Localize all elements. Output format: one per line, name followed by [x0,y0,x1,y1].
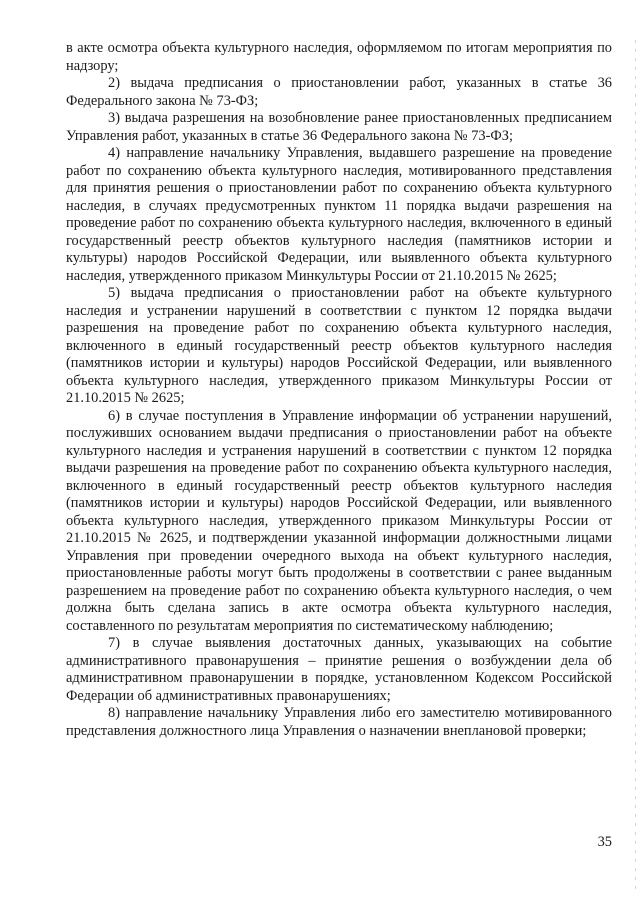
paragraph: 6) в случае поступления в Управление информации об устранении нарушений, послуживших основанием выдачи предписания о приостановлении работ на объекте культурного наследия и устранения нарушений в соответствии с пунктом 12 порядка выдачи разрешения на проведение работ по сохранению объекта культурного наследия, включенного в единый государственный реестр объектов культурного наследия (памятников истории и культуры) народов Российской Федерации, или выявленного объекта культурного наследия, утвержденного приказом Минкультуры России от 21.10.2015 № 2625, и подтверждении указанной информации должностными лицами Управления при проведении очередного выхода на объект культурного наследия, приостановленные работы могут быть продолжены в соответствии с ранее выданным разрешением на проведение работ по сохранению объекта культурного наследия, о чем должна быть сделана запись в акте осмотра объекта культурного наследия, составленного по результатам мероприятия по систематическому наблюдению; [66,407,612,634]
paragraph: 7) в случае выявления достаточных данных, указывающих на событие административного правонарушения – принятие решения о возбуждении дела об административном правонарушении в порядке, установленном Кодексом Российской Федерации об административных правонарушениях; [66,635,612,704]
paragraph: 8) направление начальнику Управления либо его заместителю мотивированного представления должностного лица Управления о назначении внеплановой проверки; [66,705,612,739]
paragraph: в акте осмотра объекта культурного наследия, оформляемом по итогам мероприятия по надзору; [66,40,612,74]
paragraph: 4) направление начальнику Управления, выдавшего разрешение на проведение работ по сохранению объекта культурного наследия, мотивированного представления для принятия решения о приостановлении работ по сохранению объекта культурного наследия, в случаях предусмотренных пунктом 11 порядка выдачи разрешения на проведение работ по сохранению объекта культурного наследия, включенного в единый государственный реестр объектов культурного наследия (памятников истории и культуры) народов Российской Федерации, или выявленного объекта культурного наследия, утвержденного приказом Минкультуры России от 21.10.2015 № 2625; [66,145,612,284]
paragraph: 5) выдача предписания о приостановлении работ на объекте культурного наследия и устранении нарушений в соответствии с пунктом 12 порядка выдачи разрешения на проведение работ по сохранению объекта культурного наследия, включенного в единый государственный реестр объектов культурного наследия (памятников истории и культуры) народов Российской Федерации, или выявленного объекта культурного наследия, утвержденного приказом Минкультуры России от 21.10.2015 № 2625; [66,285,612,406]
paragraph: 3) выдача разрешения на возобновление ранее приостановленных предписанием Управления работ, указанных в статье 36 Федерального закона № 73-ФЗ; [66,110,612,144]
scan-edge-artifact [635,40,636,890]
paragraph: 2) выдача предписания о приостановлении работ, указанных в статье 36 Федерального закона № 73-ФЗ; [66,75,612,109]
page-number: 35 [597,834,612,850]
document-body [66,40,612,740]
